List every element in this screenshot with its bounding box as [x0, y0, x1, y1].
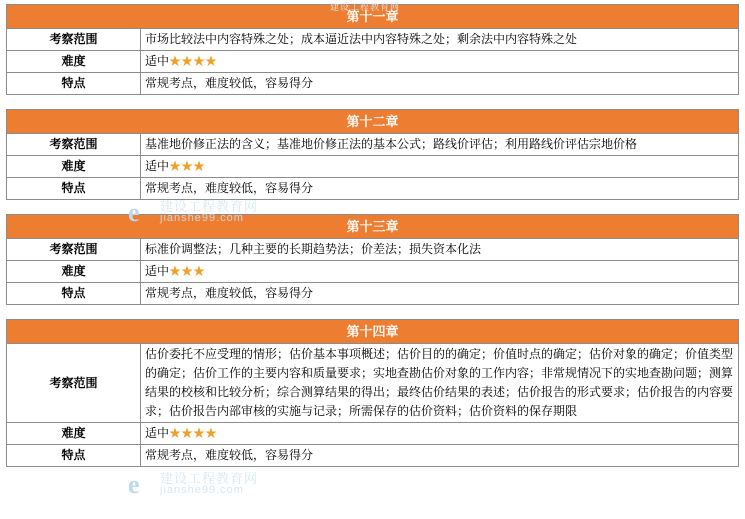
- table-row: [7, 178, 739, 200]
- chapter-title-row: [7, 320, 739, 344]
- chapter-table: [6, 319, 739, 467]
- difficulty-text: 适中: [145, 159, 170, 173]
- row-value-difficulty: [141, 51, 739, 73]
- row-value-difficulty: [141, 261, 739, 283]
- row-value-scope: 基准地价修正法的含义；基准地价修正法的基本公式；路线价评估；利用路线价评估宗地价格: [141, 134, 739, 156]
- table-row: [7, 73, 739, 95]
- difficulty-text: 适中: [145, 426, 170, 440]
- row-value-feature: 常规考点，难度较低，容易得分: [141, 73, 739, 95]
- chapter-table: [6, 109, 739, 200]
- difficulty-stars: ★★★: [169, 159, 206, 173]
- chapter-title-row: [7, 110, 739, 134]
- chapter-table: [6, 4, 739, 95]
- row-label-difficulty: 难度: [7, 51, 141, 73]
- row-label-scope: 考察范围: [7, 134, 141, 156]
- row-value-feature: 常规考点，难度较低，容易得分: [141, 178, 739, 200]
- row-value-difficulty: [141, 423, 739, 445]
- table-row: [7, 344, 739, 423]
- watermark-logo-icon: e: [128, 198, 140, 227]
- chapter-title-row: [7, 215, 739, 239]
- difficulty-stars: ★★★: [169, 264, 206, 278]
- table-row: [7, 134, 739, 156]
- watermark-brand-text: 建设工程教育网: [160, 471, 259, 486]
- table-row: [7, 445, 739, 467]
- chapter-title: 第十一章: [7, 5, 739, 29]
- table-row: [7, 156, 739, 178]
- row-value-scope: 估价委托不应受理的情形；估价基本事项概述；估价目的的确定；价值时点的确定；估价对象的确定；价值类型的确定；估价工作的主要内容和质量要求；实地查勘估价对象的工作内容；非常规情况下的实地查勘问题；测算结果的校核和比较分析；综合测算结果的得出；最终估价结果的表述；估价报告的形式要求；估价报告的内容要求；估价报告内部审核的实施与记录；所需保存的估价资料；估价资料的保存期限: [141, 344, 739, 423]
- row-value-feature: 常规考点，难度较低，容易得分: [141, 445, 739, 467]
- table-row: [7, 261, 739, 283]
- difficulty-stars: ★★★★: [169, 426, 218, 440]
- difficulty-stars: ★★★★: [169, 54, 218, 68]
- row-label-feature: 特点: [7, 178, 141, 200]
- chapter-table: [6, 214, 739, 305]
- row-value-scope: 市场比较法中内容特殊之处；成本逼近法中内容特殊之处；剩余法中内容特殊之处: [141, 29, 739, 51]
- row-label-scope: 考察范围: [7, 344, 141, 423]
- row-value-difficulty: [141, 156, 739, 178]
- table-row: [7, 423, 739, 445]
- table-row: [7, 51, 739, 73]
- chapter-title: 第十三章: [7, 215, 739, 239]
- row-label-feature: 特点: [7, 283, 141, 305]
- row-value-feature: 常规考点，难度较低，容易得分: [141, 283, 739, 305]
- chapter-title: 第十四章: [7, 320, 739, 344]
- difficulty-text: 适中: [145, 264, 170, 278]
- row-label-feature: 特点: [7, 445, 141, 467]
- row-label-difficulty: 难度: [7, 261, 141, 283]
- watermark-brand-text: 建设工程教育网: [160, 199, 259, 214]
- table-row: [7, 239, 739, 261]
- watermark-site-text: jianshe99.com: [160, 212, 244, 224]
- watermark-top-text: 建设工程教育网: [330, 2, 401, 12]
- row-label-scope: 考察范围: [7, 29, 141, 51]
- watermark-site-text: jianshe99.com: [160, 484, 244, 496]
- table-row: [7, 283, 739, 305]
- chapter-title-row: [7, 5, 739, 29]
- table-row: [7, 29, 739, 51]
- row-label-difficulty: 难度: [7, 423, 141, 445]
- row-label-difficulty: 难度: [7, 156, 141, 178]
- difficulty-text: 适中: [145, 54, 170, 68]
- row-label-scope: 考察范围: [7, 239, 141, 261]
- chapter-title: 第十二章: [7, 110, 739, 134]
- row-label-feature: 特点: [7, 73, 141, 95]
- watermark-logo-icon: e: [128, 470, 140, 499]
- row-value-scope: 标准价调整法；几种主要的长期趋势法；价差法；损失资本化法: [141, 239, 739, 261]
